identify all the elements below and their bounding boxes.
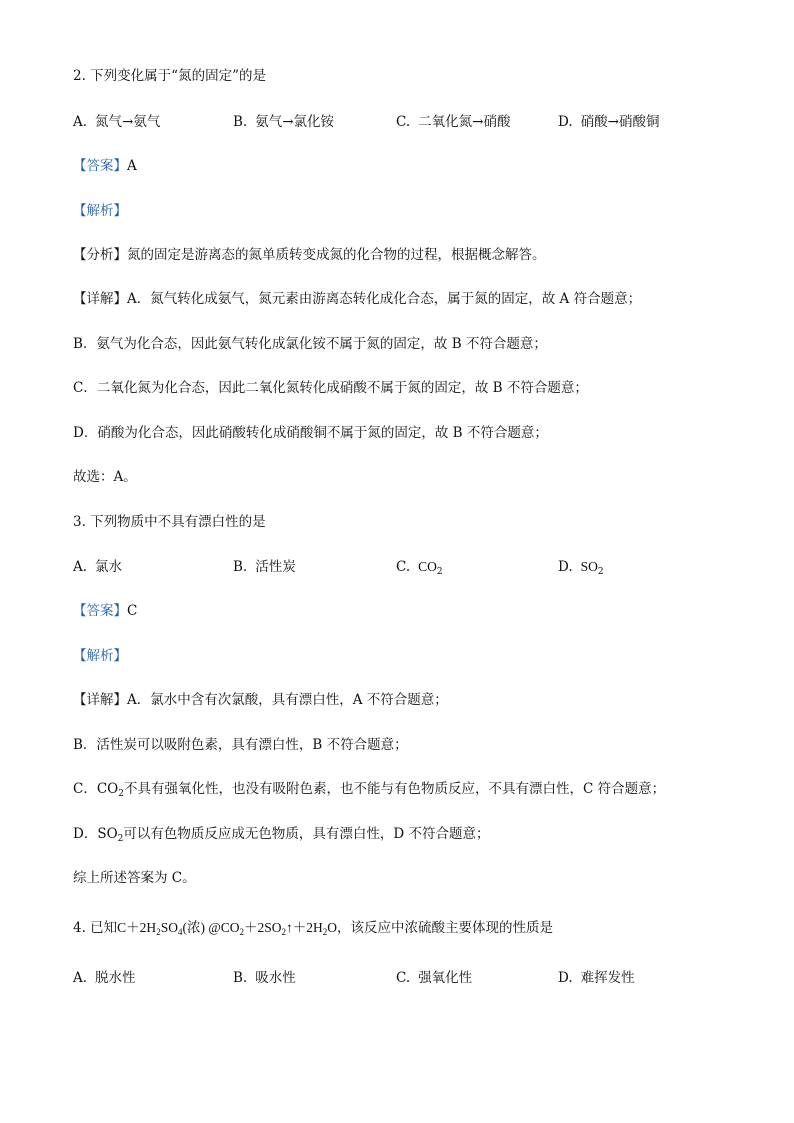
q2-detail-b: B．氨气为化合态，因此氨气转化成氯化铵不属于氮的固定，故 B 不符合题意； (73, 336, 547, 352)
q3-analysis-label: 【解析】 (73, 648, 127, 664)
q2-option-a: A. 氮气→氨气 (73, 114, 161, 130)
q2-detail-c: C．二氧化氮为化合态，因此二氧化氮转化成硝酸不属于氮的固定，故 B 不符合题意； (73, 380, 588, 396)
q3-conclusion: 综上所述答案为 C。 (73, 870, 196, 886)
answer-label: 【答案】 (73, 603, 127, 619)
q4-option-c: C. 强氧化性 (396, 970, 473, 986)
q2-stem: 2. 下列变化属于“氮的固定”的是 (73, 68, 266, 84)
q3-stem: 3. 下列物质中不具有漂白性的是 (73, 514, 266, 530)
detail-label: 【详解】 (73, 692, 127, 708)
q3-option-d: D. $SO_2$ (558, 559, 604, 577)
q2-fenxi: 【分析】氮的固定是游离态的氮单质转变成氮的化合物的过程，根据概念解答。 (73, 247, 546, 263)
q3-detail-c: C．$CO_2$不具有强氧化性，也没有吸附色素，也不能与有色物质反应，不具有漂白性，C 符合题意； (73, 781, 666, 799)
q3-detail-b: B．活性炭可以吸附色素，具有漂白性，B 不符合题意； (73, 737, 408, 753)
reaction-equation: $C+2H_2SO_4$(浓) $@CO_2+2SO_2↑+2H_2O$ (117, 920, 338, 937)
detail-label: 【详解】 (73, 291, 127, 307)
q2-detail-d: D．硝酸为化合态，因此硝酸转化成硝酸铜不属于氮的固定，故 B 不符合题意； (73, 425, 548, 441)
q3-option-b: B. 活性炭 (233, 559, 296, 575)
q3-answer: 【答案】C (73, 603, 138, 619)
q2-options (73, 113, 753, 131)
q3-detail-d: D．$SO_2$可以有色物质反应成无色物质，具有漂白性，D 不符合题意； (73, 826, 490, 844)
q4-option-a: A. 脱水性 (73, 970, 136, 986)
q3-options (73, 558, 753, 576)
q2-detail-a: 【详解】A．氮气转化成氨气，氮元素由游离态转化成化合态，属于氮的固定，故 A 符合题意； (73, 291, 642, 307)
q2-option-b: B. 氨气→氯化铵 (233, 114, 335, 130)
q2-conclusion: 故选：A。 (73, 469, 137, 485)
q2-option-c: C. 二氧化氮→硝酸 (396, 114, 511, 130)
q4-options (73, 969, 753, 987)
q3-detail-a: 【详解】A．氯水中含有次氯酸，具有漂白性，A 不符合题意； (73, 692, 448, 708)
q3-option-a: A. 氯水 (73, 559, 123, 575)
q4-stem: 4. 已知$C+2H_2SO_4$(浓) $@CO_2+2SO_2↑+2H_2O$，该反应中浓硫酸主要体现的性质是 (73, 920, 554, 937)
q2-answer: 【答案】A (73, 158, 137, 174)
q2-option-d: D. 硝酸→硝酸铜 (558, 114, 660, 130)
answer-label: 【答案】 (73, 158, 127, 174)
q4-option-b: B. 吸水性 (233, 970, 296, 986)
q4-option-d: D. 难挥发性 (558, 970, 635, 986)
q3-option-c: C. $CO_2$ (396, 559, 443, 577)
fenxi-label: 【分析】 (73, 247, 127, 263)
q2-analysis-label: 【解析】 (73, 203, 127, 219)
